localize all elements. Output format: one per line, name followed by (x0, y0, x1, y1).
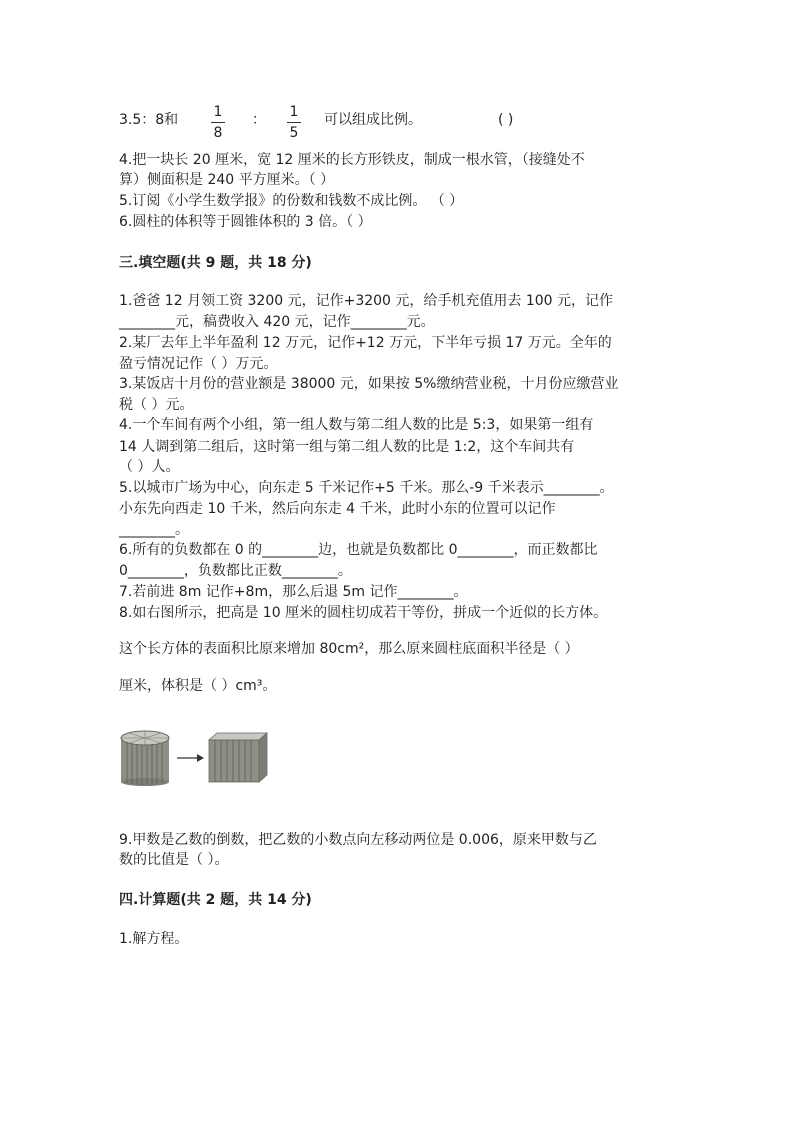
q2-3-suffix: 可以组成比例。 (324, 112, 422, 128)
q3-6-line2: 0________，负数都比正数________。 (119, 563, 352, 579)
q3-5-line1: 5.以城市广场为中心，向东走 5 千米记作+5 千米。那么-9 千米表示________。 (119, 480, 614, 496)
q3-1-line1: 1.爸爸 12 月领工资 3200 元，记作+3200 元，给手机充值用去 100 元，记作 (119, 293, 614, 309)
q3-2-line2: 盈亏情况记作（ ）万元。 (119, 356, 278, 372)
fraction-numerator: 1 (213, 104, 223, 120)
cuboid-drawing (209, 733, 267, 782)
section4-heading: 四.计算题(共 2 题，共 14 分) (119, 892, 312, 908)
q3-3-line2: 税（ ）元。 (119, 397, 194, 413)
fraction-one-fifth (286, 104, 302, 141)
q3-9-line1: 9.甲数是乙数的倒数，把乙数的小数点向左移动两位是 0.006，原来甲数与乙 (119, 832, 597, 848)
q3-3-line1: 3.某饭店十月份的营业额是 38000 元，如果按 5%缴纳营业税，十月份应缴营业 (119, 376, 619, 392)
q2-5: 5.订阅《小学生数学报》的份数和钱数不成比例。 （ ） (119, 193, 464, 209)
q3-8-line3: 厘米，体积是（ ）cm³。 (119, 678, 277, 694)
fraction-denominator: 8 (213, 125, 223, 141)
q3-8-line1: 8.如右图所示，把高是 10 厘米的圆柱切成若干等份，拼成一个近似的长方体。 (119, 605, 608, 621)
q2-6: 6.圆柱的体积等于圆锥体积的 3 倍。（ ） (119, 214, 372, 230)
cylinder-to-cuboid-figure (119, 728, 279, 786)
ratio-colon: ： (252, 112, 266, 128)
q3-8-line2: 这个长方体的表面积比原来增加 80cm²，那么原来圆柱底面积半径是（ ） (119, 641, 579, 657)
q3-4-line1: 4.一个车间有两个小组，第一组人数与第二组人数的比是 5:3，如果第一组有 (119, 417, 594, 433)
q3-7: 7.若前进 8m 记作+8m，那么后退 5m 记作________。 (119, 584, 468, 600)
fraction-numerator: 1 (289, 104, 299, 120)
fraction-one-eighth (210, 104, 226, 141)
fraction-denominator: 5 (289, 125, 299, 141)
q3-6-line1: 6.所有的负数都在 0 的________边，也就是负数都比 0________，而正数都比 (119, 542, 598, 558)
fraction-bar (287, 122, 301, 123)
q2-3-prefix: 3.5：8和 (119, 112, 179, 128)
q2-4-line2: 算）侧面积是 240 平方厘米。（ ） (119, 172, 335, 188)
q3-4-line3: （ ）人。 (119, 459, 180, 475)
fraction-bar (211, 122, 225, 123)
q4-1: 1.解方程。 (119, 931, 189, 947)
q3-4-line2: 14 人调到第二组后，这时第一组与第二组人数的比是 1:2，这个车间共有 (119, 439, 575, 455)
q3-5-line3: ________。 (119, 522, 189, 538)
section3-heading: 三.填空题(共 9 题，共 18 分) (119, 255, 312, 271)
q3-2-line1: 2.某厂去年上半年盈利 12 万元，记作+12 万元，下半年亏损 17 万元。全年的 (119, 335, 612, 351)
arrow-right-icon (177, 754, 204, 762)
q3-9-line2: 数的比值是（ ）。 (119, 852, 229, 868)
q2-4-line1: 4.把一块长 20 厘米，宽 12 厘米的长方形铁皮，制成一根水管，（接缝处不 (119, 152, 585, 168)
cylinder-drawing (121, 731, 169, 786)
answer-paren: ( ) (498, 112, 514, 128)
q3-5-line2: 小东先向西走 10 千米，然后向东走 4 千米，此时小东的位置可以记作 (119, 501, 556, 517)
q3-1-line2: ________元，稿费收入 420 元，记作________元。 (119, 314, 435, 330)
